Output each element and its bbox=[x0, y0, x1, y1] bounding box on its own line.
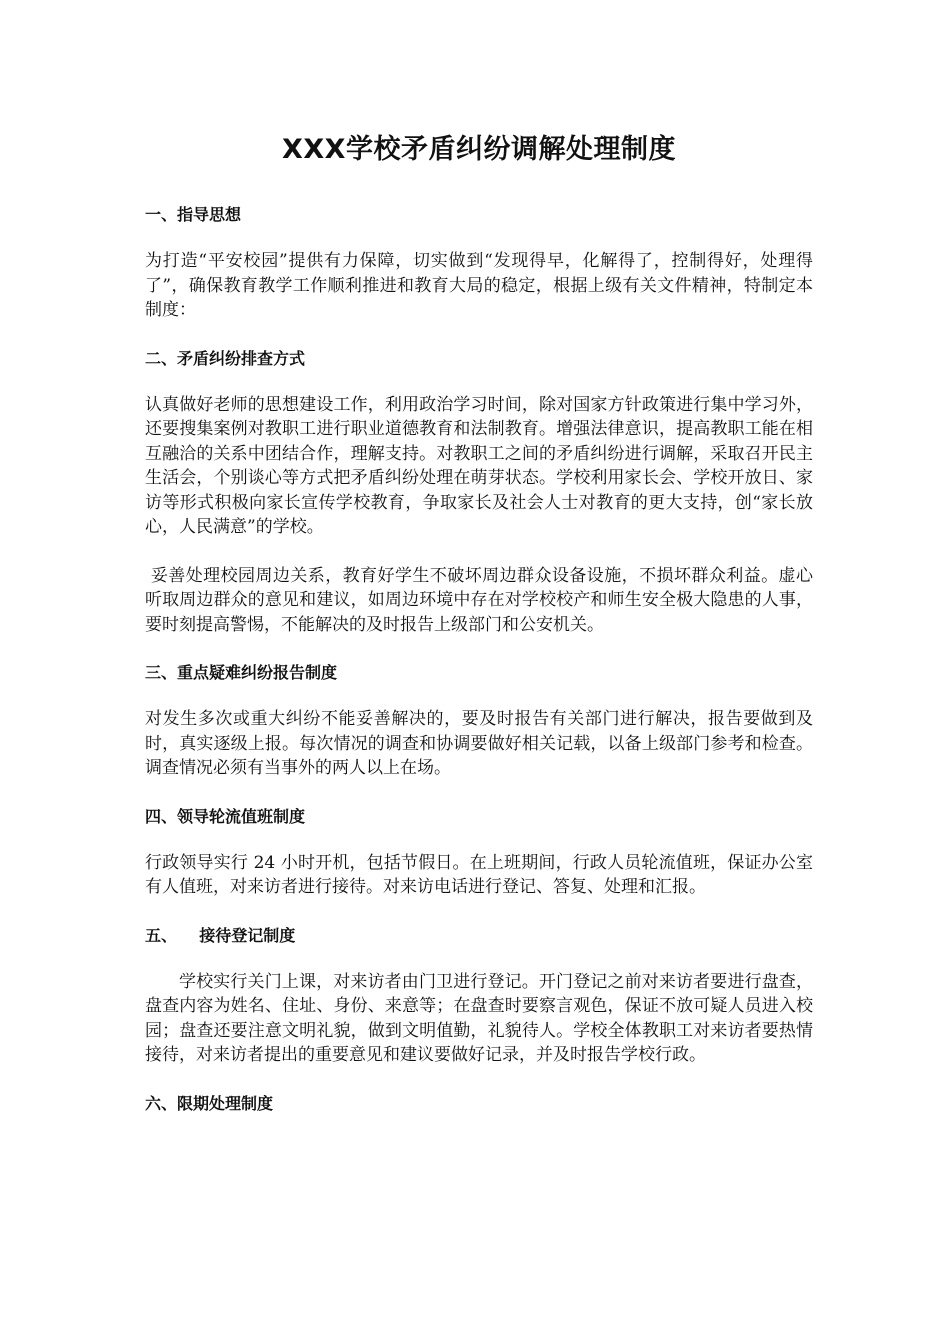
section-heading: 五、 接待登记制度 bbox=[145, 925, 296, 945]
section-duty-rotation bbox=[145, 805, 813, 900]
section-paragraph: 认真做好老师的思想建设工作，利用政治学习时间，除对国家方针政策进行集中学习外，还要搜集案例对教职工进行职业道德教育和法制教育。增强法律意识，提高教职工能在相互融洽的关系中团结合作，理解支持。对教职工之间的矛盾纠纷进行调解，采取召开民主生活会，个别谈心等方式把矛盾纠纷处理在萌芽状态。学校利用家长会、学校开放日、家访等形式积极向家长宣传学校教育，争取家长及社会人士对教育的更大支持，创“家长放心，人民满意”的学校。 bbox=[145, 394, 813, 537]
section-heading: 一、指导思想 bbox=[145, 205, 242, 224]
section-investigation-methods bbox=[145, 347, 813, 638]
section-paragraph: 为打造“平安校园”提供有力保障，切实做到“发现得早，化解得了，控制得好，处理得了”，确保教育教学工作顺利推进和教育大局的稳定，根据上级有关文件精神，特制定本制度： bbox=[145, 251, 813, 320]
section-reception-registration bbox=[145, 924, 813, 1068]
section-paragraph: 行政领导实行 24 小时开机，包括节假日。在上班期间，行政人员轮流值班，保证办公室有人值班，对来访者进行接待。对来访电话进行登记、答复、处理和汇报。 bbox=[145, 852, 813, 897]
section-heading: 三、重点疑难纠纷报告制度 bbox=[145, 663, 338, 682]
section-paragraph: 妥善处理校园周边关系，教育好学生不破坏周边群众设备设施，不损坏群众利益。虚心听取周边群众的意见和建议，如周边环境中存在对学校校产和师生安全极大隐患的人事，要时刻提高警惕，不能解决的及时报告上级部门和公安机关。 bbox=[145, 565, 813, 635]
section-heading: 二、矛盾纠纷排查方式 bbox=[145, 348, 306, 368]
section-paragraph: 对发生多次或重大纠纷不能妥善解决的，要及时报告有关部门进行解决，报告要做到及时，真实逐级上报。每次情况的调查和协调要做好相关记载，以备上级部门参考和检查。调查情况必须有当事外的两人以上在场。 bbox=[145, 709, 813, 778]
section-heading: 六、限期处理制度 bbox=[145, 1093, 274, 1113]
section-deadline-handling bbox=[145, 1092, 813, 1116]
section-reporting-system bbox=[145, 661, 813, 781]
section-guiding-thought bbox=[145, 203, 813, 323]
section-heading: 四、领导轮流值班制度 bbox=[145, 806, 306, 826]
document-page bbox=[145, 128, 813, 1138]
section-paragraph: 学校实行关门上课，对来访者由门卫进行登记。开门登记之前对来访者要进行盘查，盘查内容为姓名、住址、身份、来意等；在盘查时要察言观色，保证不放可疑人员进入校园；盘查还要注意文明礼貌，做到文明值勤，礼貌待人。学校全体教职工对来访者要热情接待，对来访者提出的重要意见和建议要做好记录，并及时报告学校行政。 bbox=[145, 971, 813, 1065]
document-title: XXX学校矛盾纠纷调解处理制度 bbox=[282, 134, 676, 165]
